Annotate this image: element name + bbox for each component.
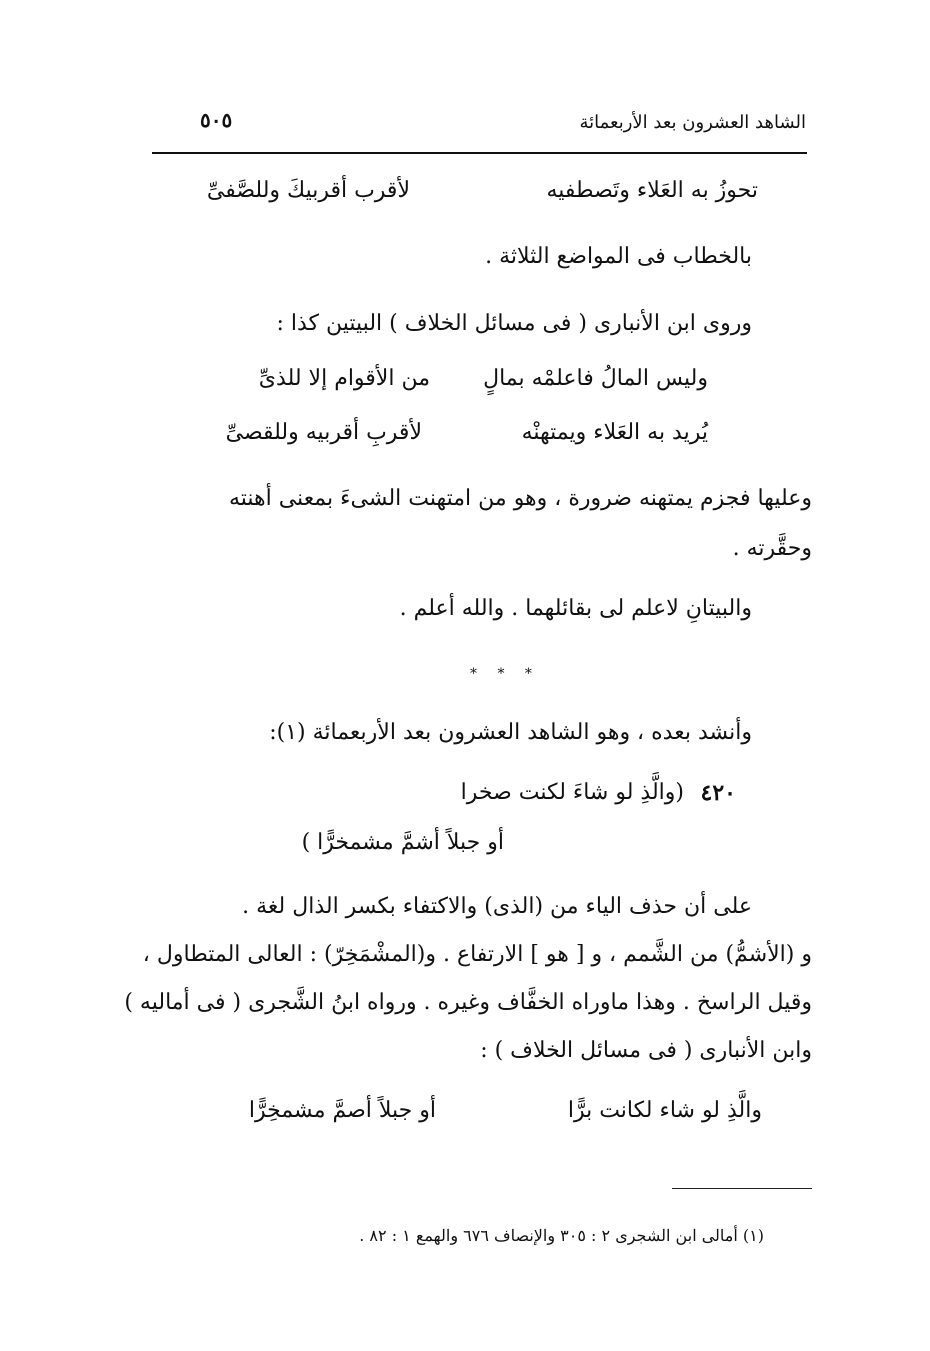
paragraph-line: على أن حذف الياء من (الذى) والاكتفاء بكسر الذال لغة . [242, 894, 752, 919]
verse-3-hemistich-right: يُريد به العَلاء ويمتهنْه [521, 420, 708, 445]
paragraph-line: وروى ابن الأنبارى ( فى مسائل الخلاف ) البيتين كذا : [276, 311, 752, 336]
paragraph-line: وحقَّرته . [732, 536, 812, 561]
shahid-line-1: (والَّذِ لو شاءَ لكنت صخرا [460, 780, 684, 805]
verse-2-hemistich-left: من الأقوام إلا للذىِّ [258, 366, 430, 391]
running-header-title: الشاهد العشرون بعد الأربعمائة [579, 112, 806, 133]
verse-1-hemistich-left: لأقرب أقربيكَ وللصَّفىِّ [206, 178, 410, 203]
paragraph-line: و (الأشمُّ) من الشَّمم ، و [ هو ] الارتفاع . و(المشْمَخِرّ) : العالى المتطاول ، [142, 942, 812, 967]
paragraph-line: وعليها فجزم يمتهنه ضرورة ، وهو من امتهنت الشىءَ بمعنى أهنته [228, 486, 812, 511]
paragraph-line: والبيتانِ لاعلم لى بقائلهما . والله أعلم . [399, 596, 752, 621]
paragraph-line: وابن الأنبارى ( فى مسائل الخلاف ) : [480, 1038, 812, 1063]
shahid-number: ٤٢٠ [700, 780, 736, 806]
paragraph-line: وقيل الراسخ . وهذا ماوراه الخفَّاف وغيره . ورواه ابنُ الشَّجرى ( فى أماليه ) [124, 990, 812, 1015]
section-separator: * * * [470, 666, 540, 682]
footnote-rule [672, 1188, 812, 1189]
page-number: ٥٠٥ [200, 108, 233, 132]
verse-1-hemistich-right: تحوزُ به العَلاء وتَصطفيه [546, 178, 758, 203]
paragraph-line: وأنشد بعده ، وهو الشاهد العشرون بعد الأربعمائة (١): [269, 720, 752, 745]
header-rule [152, 152, 807, 154]
verse-2-hemistich-right: وليس المالُ فاعلمْه بمالٍ [483, 366, 708, 391]
verse-3-hemistich-left: لأقربِ أقربيه وللقصىِّ [225, 420, 422, 445]
shahid-line-2: أو جبلاً أشمَّ مشمخرًّا ) [301, 830, 504, 855]
paragraph-line: بالخطاب فى المواضع الثلاثة . [485, 244, 752, 269]
verse-4-hemistich-right: والَّذِ لو شاء لكانت برًّا [567, 1098, 762, 1123]
verse-4-hemistich-left: أو جبلاً أصمَّ مشمخِرًّا [248, 1098, 436, 1123]
footnote: (١) أمالى ابن الشجرى ٢ : ٣٠٥ والإنصاف ٦٧٦ والهمع ١ : ٨٢ . [359, 1226, 764, 1245]
